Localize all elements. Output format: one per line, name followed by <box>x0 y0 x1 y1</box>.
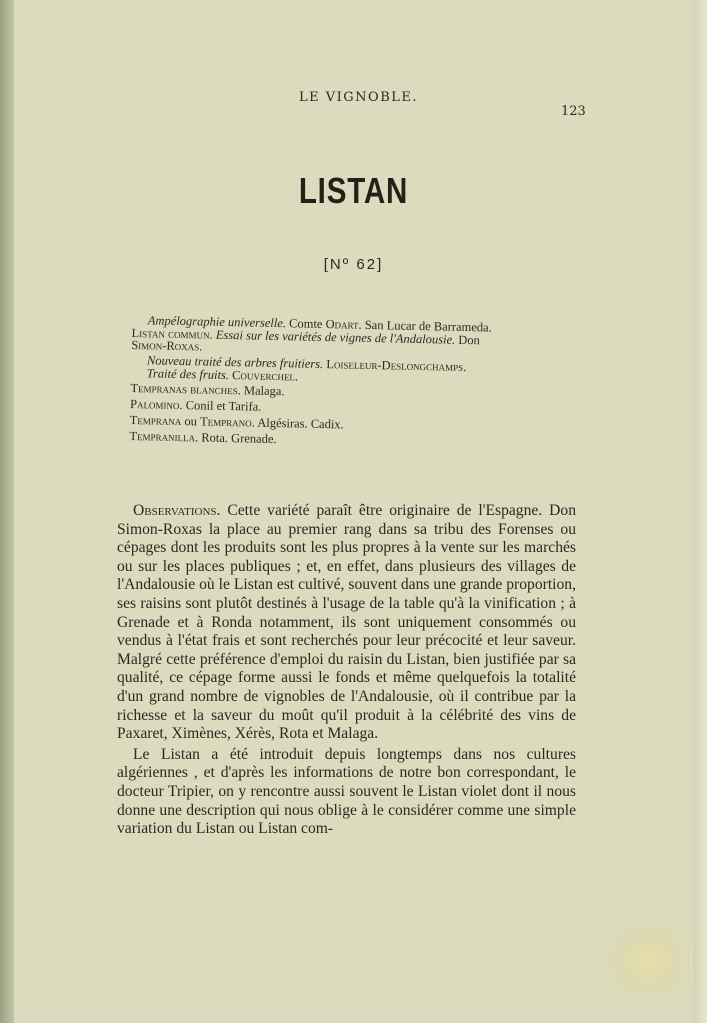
paragraph-algeria: Le Listan a été introduit depuis longtemps dans nos cultures algériennes , et d'après les informations de notre bon correspondant, le docteur Tripier, on y rencontre aussi souvent le Listan violet dont il nous donne une description qui nous oblige à le considérer comme une simple variation du Listan ou Listan com- <box>117 745 576 838</box>
entry-number: [Nº 62] <box>323 256 384 273</box>
reference-line: Tempranas blanches. Malaga. <box>130 380 285 399</box>
observations-lead: Observations <box>133 502 217 519</box>
reference-line: Tempranilla. Rota. Grenade. <box>129 428 277 447</box>
reference-line: Traité des fruits. Couverchel. <box>146 366 299 384</box>
reference-line: Listan commun. Essai sur les variétés de vignes de l'Andalousie. Don <box>131 325 481 348</box>
reference-line: Palomino. Conil et Tarifa. <box>129 396 262 414</box>
book-spine-shadow <box>0 0 14 1023</box>
page-number: 123 <box>561 104 586 119</box>
reference-line: Simon-Roxas. <box>131 337 203 354</box>
references-block <box>129 312 580 453</box>
reference-line: Nouveau traité des arbres fruitiers. Loiseleur-Deslongchamps. <box>146 353 467 375</box>
page-edge <box>693 0 707 1023</box>
body-text <box>117 502 576 839</box>
running-head: LE VIGNOBLE. <box>299 90 419 105</box>
paper-stain <box>598 922 690 994</box>
page-title: LISTAN <box>298 170 409 211</box>
reference-line: Temprana ou Temprano. Algésiras. Cadix. <box>129 412 344 432</box>
paragraph-observations: Observations. Cette variété paraît être originaire de l'Espagne. Don Simon-Roxas la place au premier rang dans sa tribu des Forenses ou cépages dont les produits sont les plus propres à la vente sur les marchés ou sur les places publiques ; et, en effet, dans plusieurs des villages de l'Andalousie où le Listan est cultivé, souvent dans une grande proportion, ses raisins sont plutôt destinés à l'usage de la table qu'à la vinification ; à Grenade et à Ronda notamment, ils sont uniquement consommés ou vendus à l'état frais et sont recherchés pour leur précocité et leur saveur. Malgré cette préférence d'emploi du raisin du Listan, bien justifiée par sa qualité, ce cépage forme aussi le fonds et même quelquefois la totalité d'un grand nombre de vignobles de l'Andalousie, où il contribue par la richesse et la saveur du moût qu'il produit à la célébrité des vins de Paxaret, Ximènes, Xérès, Rota et Malaga. <box>117 502 576 743</box>
reference-line: Ampélographie universelle. Comte Odart. San Lucar de Barrameda. <box>147 313 492 335</box>
